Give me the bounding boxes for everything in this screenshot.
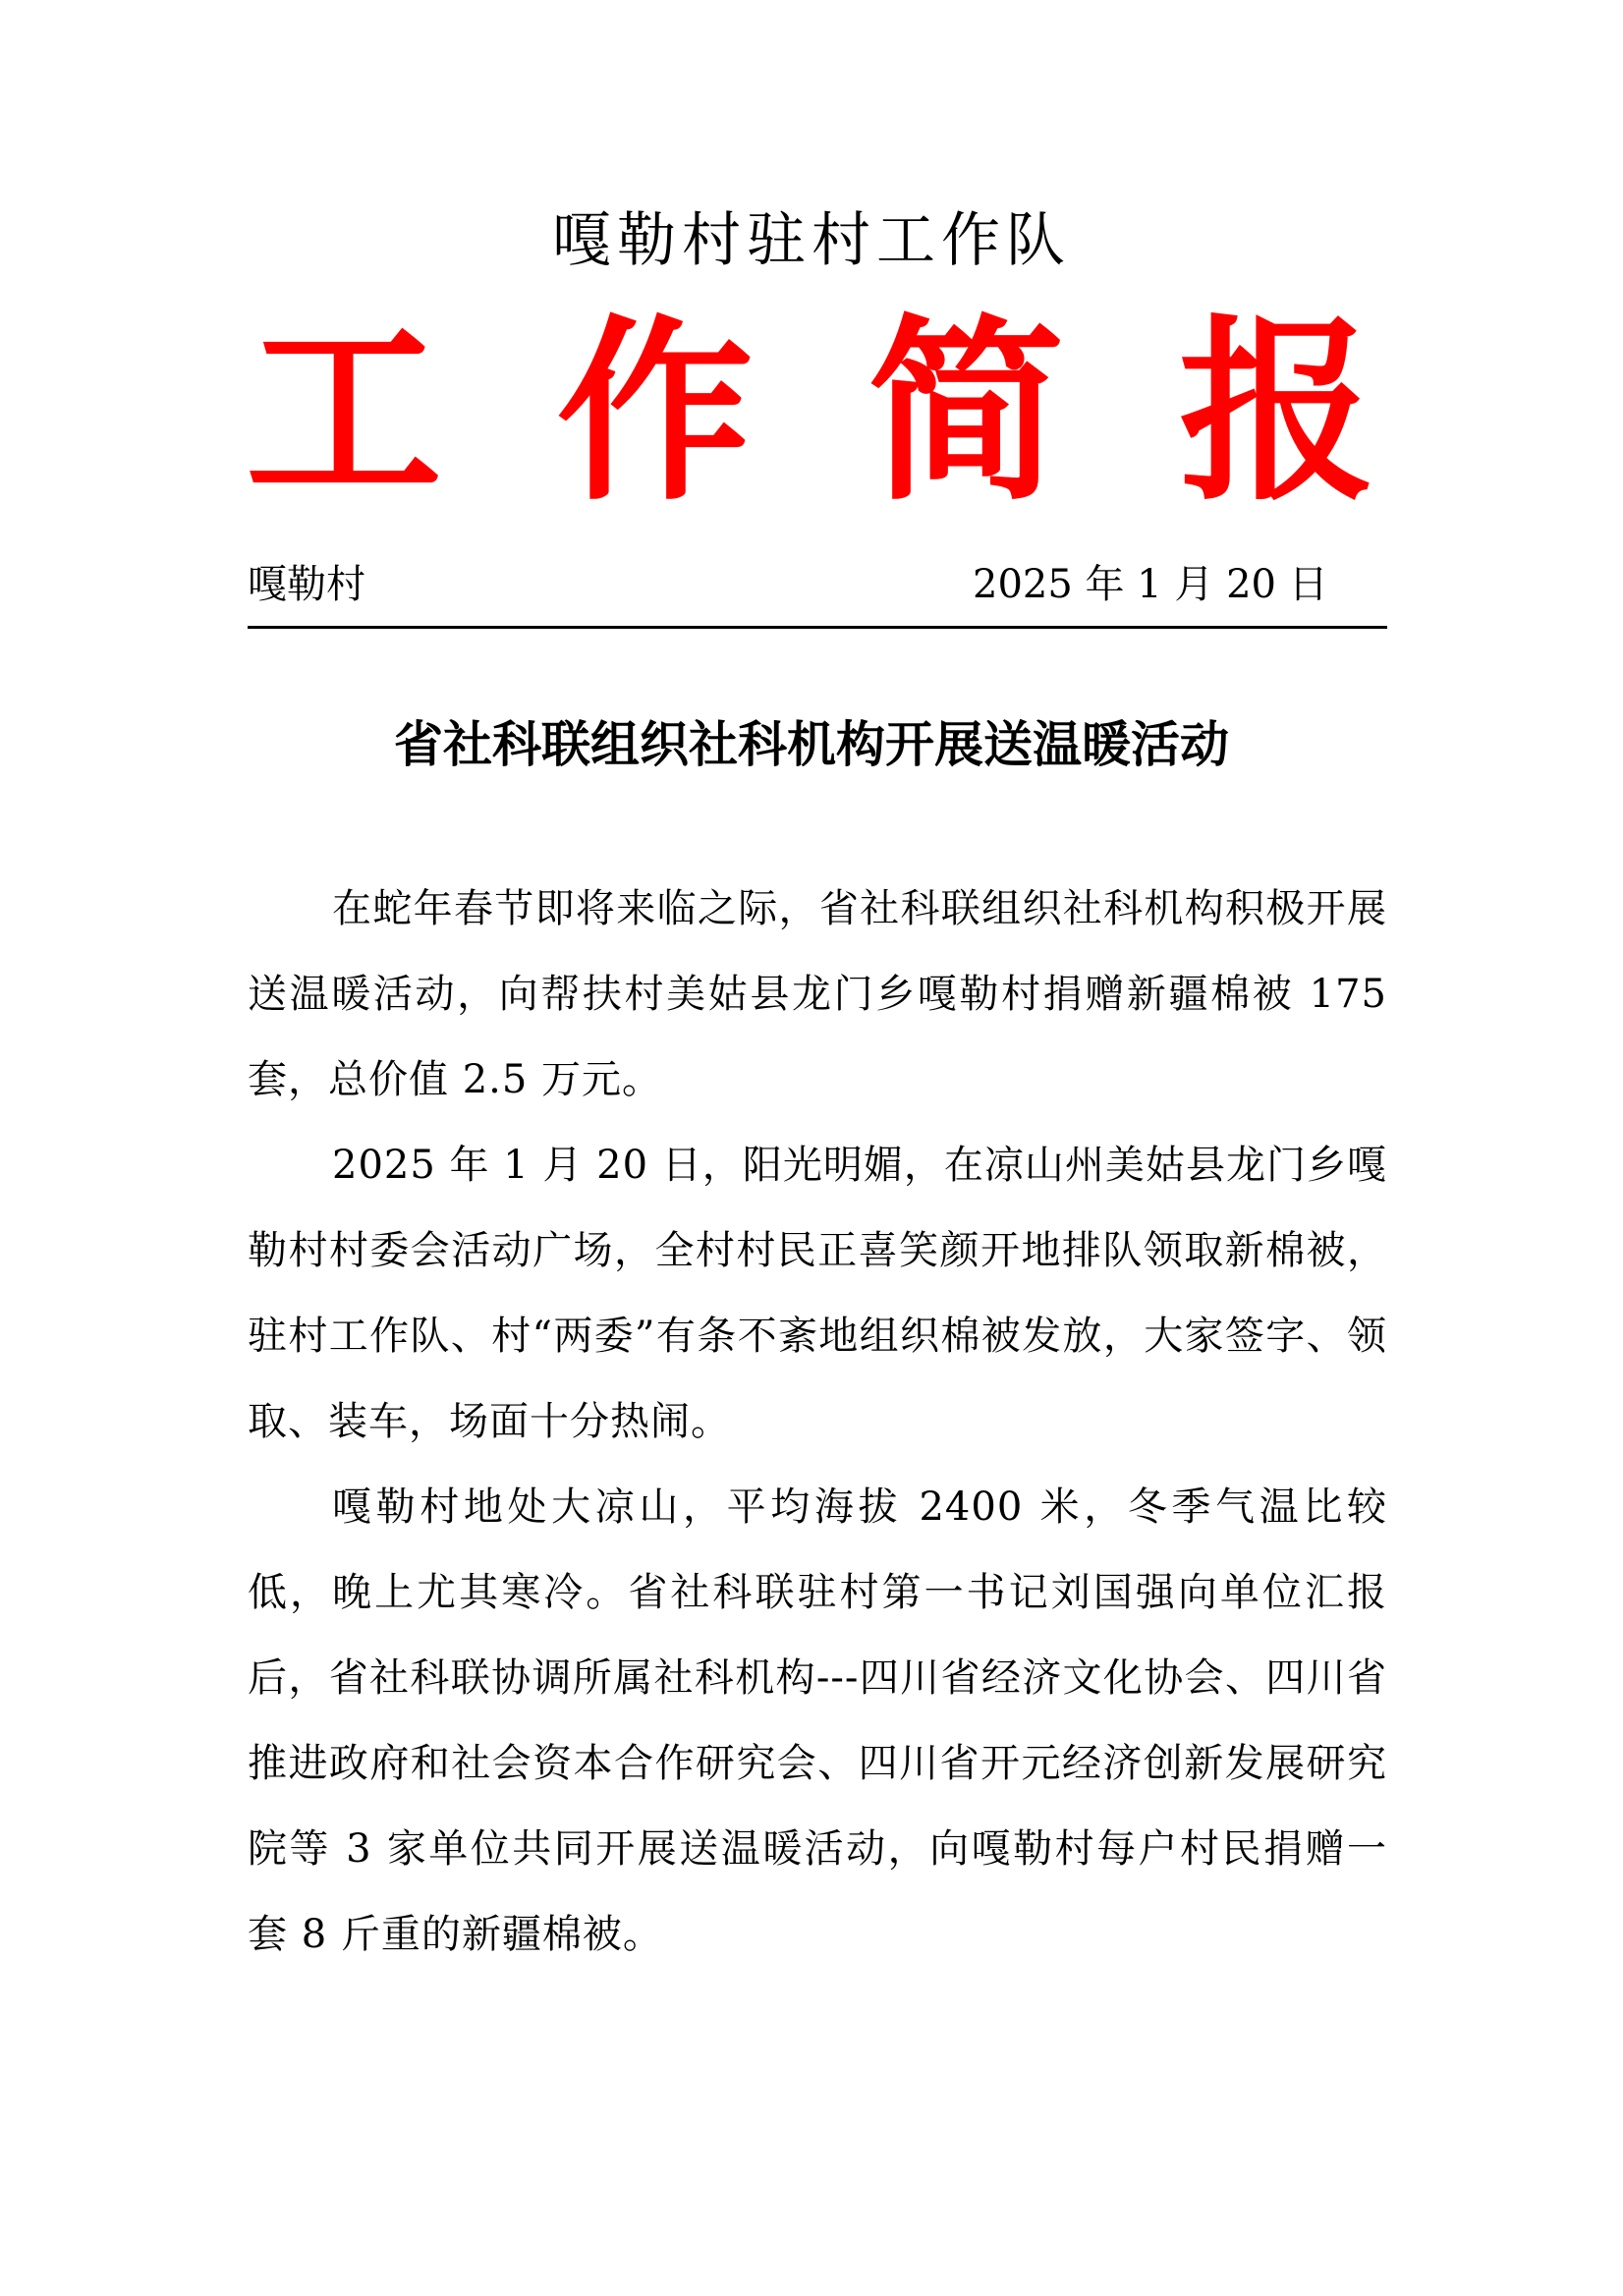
masthead-char: 作 xyxy=(556,297,754,528)
header-divider xyxy=(248,626,1387,629)
masthead-char: 报 xyxy=(1178,297,1375,528)
issue-meta-row xyxy=(248,555,1387,614)
issuer-label: 嘎勒村 xyxy=(248,562,365,607)
article-body xyxy=(248,867,1387,1978)
issue-date: 2025 年 1 月 20 日 xyxy=(973,562,1328,607)
masthead-char: 简 xyxy=(867,297,1065,528)
article-paragraph: 在蛇年春节即将来临之际，省社科联组织社科机构积极开展送温暖活动，向帮扶村美姑县龙门乡嘎勒村捐赠新疆棉被 175 套，总价值 2.5 万元。 xyxy=(248,886,1387,1102)
article-title: 省社科联组织社科机构开展送温暖活动 xyxy=(394,715,1229,773)
issuing-unit-name: 嘎勒村驻村工作队 xyxy=(552,206,1071,275)
article-paragraph: 嘎勒村地处大凉山，平均海拔 2400 米，冬季气温比较低，晚上尤其寒冷。省社科联驻村第一书记刘国强向单位汇报后，省社科联协调所属社科机构---四川省经济文化协会、四川省推进政府和社会资本合作研究会、四川省开元经济创新发展研究院等 3 家单位共同开展送温暖活动，向嘎勒村每户村民捐赠一套 8 斤重的新疆棉被。 xyxy=(248,1484,1387,1957)
masthead-char: 工 xyxy=(246,297,443,528)
article-paragraph: 2025 年 1 月 20 日，阳光明媚，在凉山州美姑县龙门乡嘎勒村村委会活动广场，全村村民正喜笑颜开地排队领取新棉被，驻村工作队、村“两委”有条不紊地组织棉被发放，大家签字、领取、装车，场面十分热闹。 xyxy=(248,1143,1387,1444)
masthead-title xyxy=(246,297,1375,528)
